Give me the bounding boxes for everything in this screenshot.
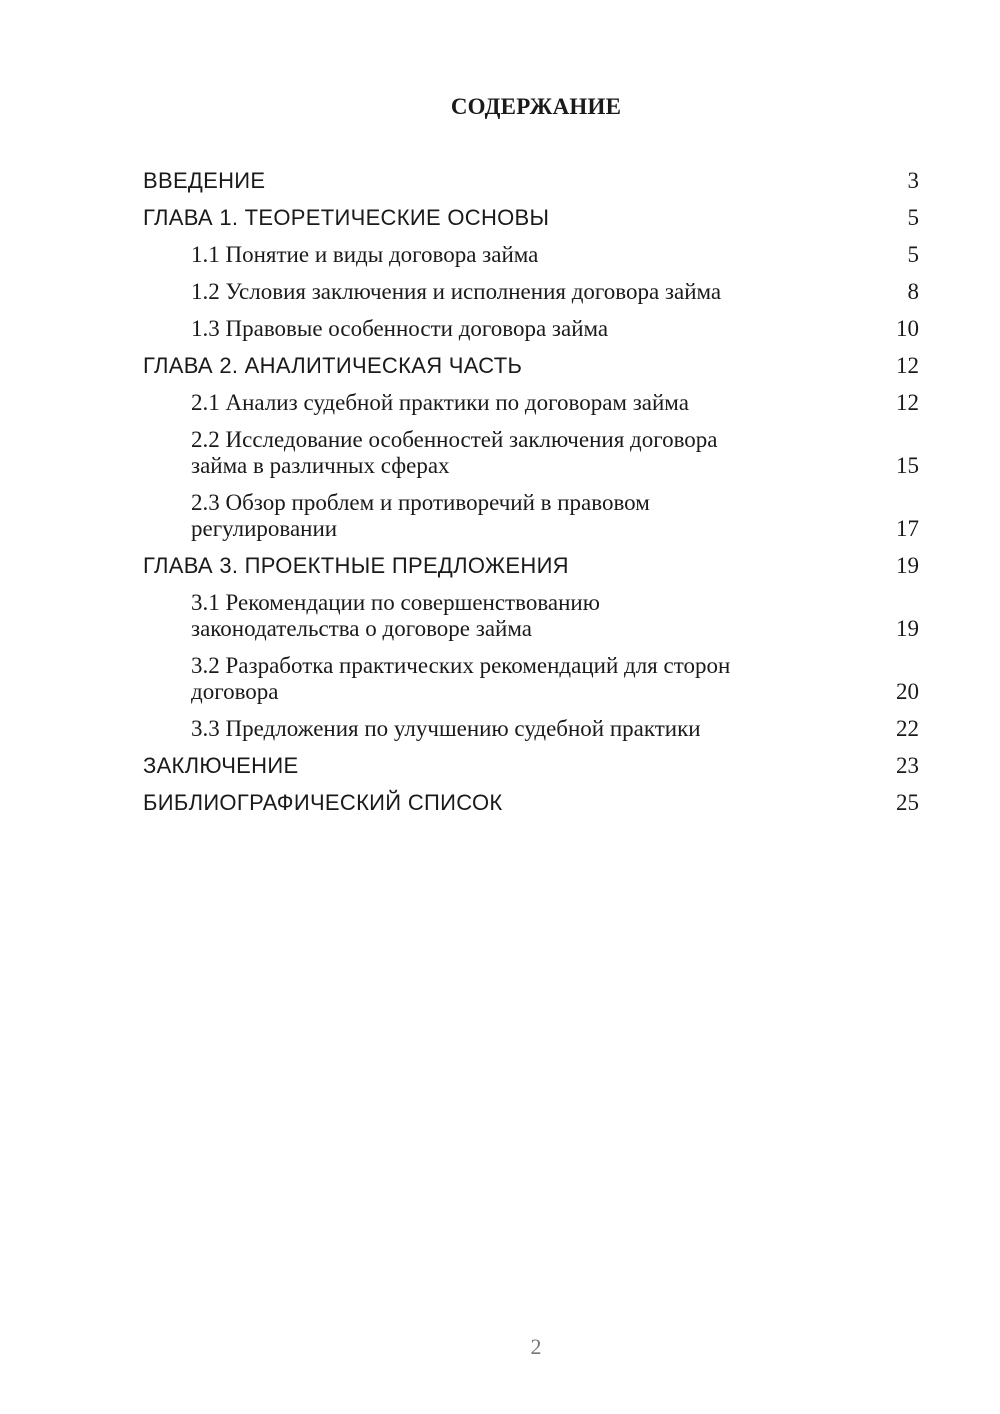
toc-entry-page: 25 bbox=[896, 790, 919, 815]
toc-entry-section-1-3[interactable] bbox=[143, 316, 919, 353]
toc-entry-section-3-1[interactable] bbox=[143, 590, 919, 653]
toc-entry-page: 5 bbox=[907, 242, 919, 267]
toc-entry-label: 2.2 Исследование особенностей заключения договора займа в различных сферах bbox=[191, 427, 718, 478]
toc-entry-page: 19 bbox=[896, 553, 919, 578]
toc-entry-chapter-3[interactable] bbox=[143, 553, 919, 590]
toc-entry-page: 12 bbox=[896, 390, 919, 415]
toc-entry-page: 17 bbox=[896, 516, 919, 541]
toc-entry-page: 3 bbox=[907, 168, 919, 193]
toc-entry-section-1-1[interactable] bbox=[143, 242, 919, 279]
toc-entry-section-1-2[interactable] bbox=[143, 279, 919, 316]
toc-entry-label: ГЛАВА 2. АНАЛИТИЧЕСКАЯ ЧАСТЬ bbox=[143, 353, 523, 378]
toc-entry-section-3-2[interactable] bbox=[143, 653, 919, 716]
page-number: 2 bbox=[530, 1334, 542, 1359]
toc-entry-page: 10 bbox=[896, 316, 919, 341]
toc-entry-label: 1.3 Правовые особенности договора займа bbox=[191, 316, 609, 341]
page-title: СОДЕРЖАНИЕ bbox=[450, 94, 622, 119]
toc-entry-label: 1.1 Понятие и виды договора займа bbox=[191, 242, 539, 267]
toc-entry-page: 22 bbox=[896, 716, 919, 741]
toc-entry-section-2-2[interactable] bbox=[143, 427, 919, 490]
toc-entry-conclusion[interactable] bbox=[143, 753, 919, 790]
toc-entry-page: 20 bbox=[896, 679, 919, 704]
toc-entry-section-3-3[interactable] bbox=[143, 716, 919, 753]
toc-entry-page: 23 bbox=[896, 753, 919, 778]
toc-entry-label: ВВЕДЕНИЕ bbox=[143, 168, 266, 193]
toc-entry-section-2-3[interactable] bbox=[143, 490, 919, 553]
toc-entry-page: 5 bbox=[907, 205, 919, 230]
toc-entry-label: 3.1 Рекомендации по совершенствованию законодательства о договоре займа bbox=[191, 590, 600, 641]
toc-entry-label: ГЛАВА 1. ТЕОРЕТИЧЕСКИЕ ОСНОВЫ bbox=[143, 205, 550, 230]
toc-entry-introduction[interactable] bbox=[143, 168, 919, 205]
toc-entry-label: 3.3 Предложения по улучшению судебной практики bbox=[191, 716, 701, 741]
toc-entry-chapter-1[interactable] bbox=[143, 205, 919, 242]
toc-entry-label: ЗАКЛЮЧЕНИЕ bbox=[143, 753, 299, 778]
toc-entry-label: 1.2 Условия заключения и исполнения договора займа bbox=[191, 279, 722, 304]
toc-entry-label: 3.2 Разработка практических рекомендаций для сторон договора bbox=[191, 653, 731, 704]
toc-entry-page: 15 bbox=[896, 453, 919, 478]
toc-entry-page: 19 bbox=[896, 616, 919, 641]
toc-entry-page: 8 bbox=[907, 279, 919, 304]
toc-entry-bibliography[interactable] bbox=[143, 790, 919, 827]
toc-entry-label: БИБЛИОГРАФИЧЕСКИЙ СПИСОК bbox=[143, 790, 503, 815]
toc-entry-section-2-1[interactable] bbox=[143, 390, 919, 427]
toc-entry-label: 2.1 Анализ судебной практики по договорам займа bbox=[191, 390, 689, 415]
toc-entry-label: 2.3 Обзор проблем и противоречий в правовом регулировании bbox=[191, 490, 650, 541]
toc-entry-chapter-2[interactable] bbox=[143, 353, 919, 390]
toc-entry-page: 12 bbox=[896, 353, 919, 378]
table-of-contents bbox=[143, 168, 919, 827]
toc-entry-label: ГЛАВА 3. ПРОЕКТНЫЕ ПРЕДЛОЖЕНИЯ bbox=[143, 553, 569, 578]
